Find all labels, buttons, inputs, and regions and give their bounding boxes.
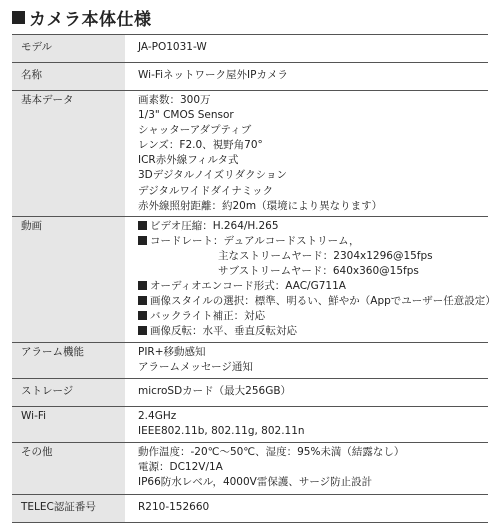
spec-row-name [12, 63, 488, 91]
square-bullet-icon [138, 221, 147, 230]
spec-value [125, 63, 488, 91]
square-bullet-icon [138, 236, 147, 245]
spec-value-line: microSDカード（最大256GB） [138, 384, 292, 397]
spec-row-telec [12, 494, 488, 522]
page-title [12, 4, 152, 30]
spec-value-line: ビデオ圧縮：H.264/H.265 [138, 219, 480, 234]
spec-row-storage [12, 378, 488, 406]
spec-key: 名称 [12, 63, 125, 91]
spec-value-line: IEEE802.11b, 802.11g, 802.11n [138, 424, 305, 437]
spec-key: 基本データ [12, 91, 125, 217]
spec-value [125, 342, 488, 378]
spec-value-line: 3Dデジタルノイズリダクション [138, 169, 287, 182]
spec-row-other [12, 442, 488, 494]
title-square-icon [12, 11, 25, 24]
spec-value-line: 電源：DC12V/1A [138, 460, 223, 473]
spec-value-line: レンズ：F2.0、視野角70° [138, 139, 263, 152]
spec-value-line: Wi-Fiネットワーク屋外IPカメラ [138, 69, 288, 81]
spec-value [125, 442, 488, 494]
spec-value [125, 406, 488, 442]
spec-value-line: アラームメッセージ通知 [138, 360, 253, 373]
spec-value-line: バックライト補正：対応 [138, 309, 480, 324]
spec-value-line: R210-152660 [138, 500, 210, 513]
spec-table [12, 34, 496, 523]
spec-key: モデル [12, 35, 125, 63]
spec-row-basic-data [12, 91, 488, 217]
spec-value [125, 35, 488, 63]
square-bullet-icon [138, 296, 147, 305]
spec-value-line: 画素数：300万 [138, 94, 211, 106]
spec-key: TELEC認証番号 [12, 494, 125, 522]
spec-key: 動画 [12, 216, 125, 342]
spec-value-line: コードレート：デュアルコードストリーム， [138, 234, 480, 249]
spec-value-line: 画像スタイルの選択：標準、明るい、鮮やか（Appでユーザー任意設定） [138, 294, 480, 309]
square-bullet-icon [138, 281, 147, 290]
spec-value-line: ICR赤外線フィルタ式 [138, 154, 239, 167]
spec-value-line: デジタルワイドダイナミック [138, 184, 274, 197]
spec-value-line: 赤外線照射距離：約20m（環境により異なります） [138, 199, 383, 212]
page-title-text: カメラ本体仕様 [29, 9, 152, 30]
spec-value-line: サブストリームヤード：640x360@15fps [218, 265, 419, 278]
spec-value-line: 動作温度：-20℃～50℃、湿度：95%未満（結露なし） [138, 445, 405, 458]
spec-value-line: 主なストリームヤード：2304x1296@15fps [218, 249, 433, 262]
spec-row-model [12, 35, 488, 63]
spec-key: アラーム機能 [12, 342, 125, 378]
spec-key: その他 [12, 442, 125, 494]
spec-row-wifi [12, 406, 488, 442]
spec-value-line: IP66防水レベル，4000V雷保護、サージ防止設計 [138, 475, 373, 488]
spec-value-line: PIR+移動感知 [138, 345, 206, 358]
spec-value-line: 2.4GHz [138, 409, 177, 422]
spec-value-line: シャッターアダプティブ [138, 124, 252, 137]
spec-value-line: オーディオエンコード形式：AAC/G711A [138, 279, 480, 294]
spec-value [125, 378, 488, 406]
square-bullet-icon [138, 326, 147, 335]
spec-value-line: JA-PO1031-W [138, 41, 207, 53]
spec-key: ストレージ [12, 378, 125, 406]
square-bullet-icon [138, 311, 147, 320]
spec-value-line: 1/3" CMOS Sensor [138, 109, 234, 122]
spec-row-alarm [12, 342, 488, 378]
spec-value [125, 91, 488, 217]
spec-row-video [12, 216, 488, 342]
spec-value [125, 216, 496, 342]
spec-value-line: 画像反転：水平、垂直反転対応 [138, 324, 480, 339]
spec-value [125, 494, 488, 522]
spec-key: Wi-Fi [12, 406, 125, 442]
